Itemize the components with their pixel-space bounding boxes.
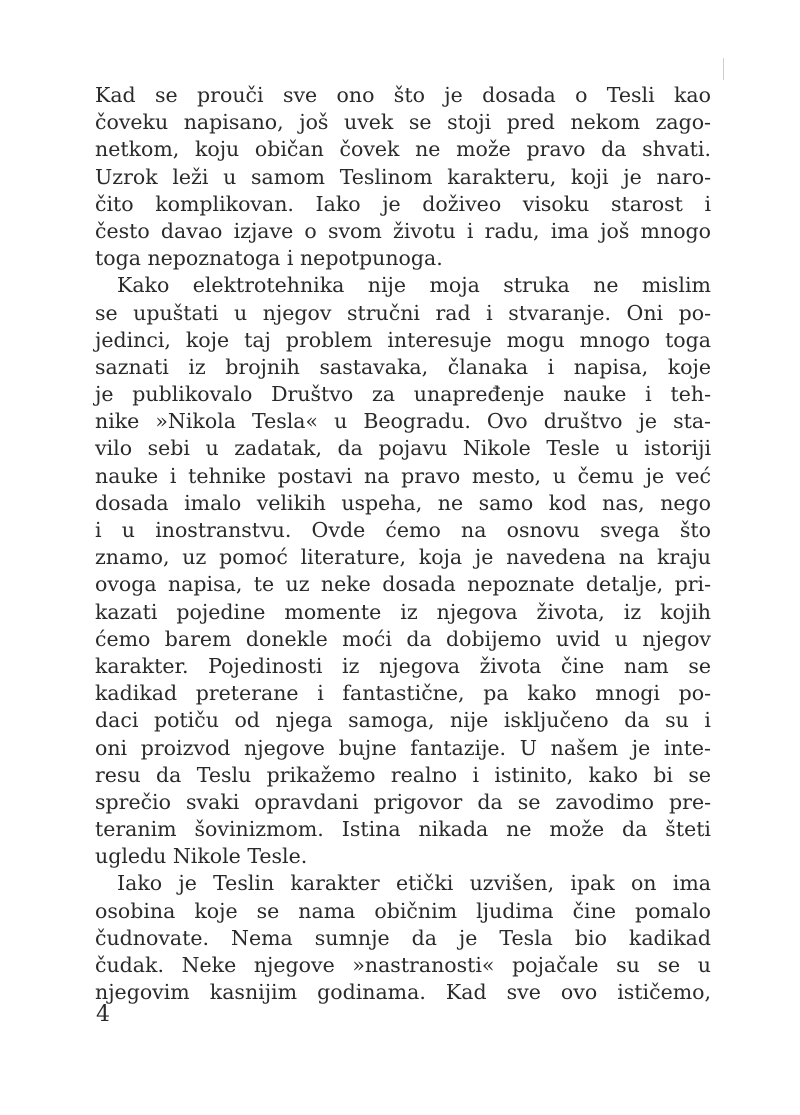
text-line: čito komplikovan. Iako je doživeo visoku starost i <box>95 191 711 216</box>
text-line: kazati pojedine momente iz njegova života, iz kojih <box>95 599 711 624</box>
text-line: daci potiču od njega samoga, nije isključeno da su i <box>95 708 711 733</box>
text-line: jedinci, koje taj problem interesuje mogu mnogo toga <box>95 327 711 352</box>
text-line: Kad se prouči sve ono što je dosada o Tesli kao <box>95 83 711 107</box>
text-line: toga nepoznatoga i nepotpunoga. <box>95 246 443 271</box>
page-number: 4 <box>96 1002 110 1027</box>
text-line: često davao izjave o svom životu i radu, ima još mnogo <box>95 218 711 243</box>
text-line: ugledu Nikole Tesle. <box>95 844 308 869</box>
text-line: čoveku napisano, još uvek se stoji pred nekom zago- <box>95 110 711 135</box>
text-line: karakter. Pojedinosti iz njegova života čine nam se <box>95 653 711 678</box>
text-line: njegovim kasnijim godinama. Kad sve ovo ističemo, <box>95 980 711 1005</box>
text-line: resu da Teslu prikažemo realno i istinito, kako bi se <box>95 762 711 787</box>
text-line: znamo, uz pomoć literature, koja je navedena na kraju <box>95 545 711 570</box>
text-line: se upuštati u njegov stručni rad i stvaranje. Oni po- <box>95 300 711 325</box>
text-line: vilo sebi u zadatak, da pojavu Nikole Tesle u istoriji <box>95 436 711 461</box>
text-line: ćemo barem donekle moći da dobijemo uvid u njegov <box>95 626 711 651</box>
text-line: netkom, koju običan čovek ne može pravo da shvati. <box>95 137 711 162</box>
body-text <box>95 82 711 1006</box>
scan-edge-mark <box>723 58 724 80</box>
text-line: osobina koje se nama običnim ljudima čine pomalo <box>95 898 711 923</box>
text-line: kadikad preterane i fantastične, pa kako mnogi po- <box>95 681 711 706</box>
text-line: Uzrok leži u samom Teslinom karakteru, koji je naro- <box>95 164 711 189</box>
text-line: teranim šovinizmom. Istina nikada ne može da šteti <box>95 817 711 842</box>
text-line: saznati iz brojnih sastavaka, članaka i napisa, koje <box>95 354 711 379</box>
text-line: nauke i tehnike postavi na pravo mesto, u čemu je već <box>95 463 711 488</box>
text-line: ovoga napisa, te uz neke dosada nepoznate detalje, pri- <box>95 572 711 597</box>
text-line: čudak. Neke njegove »nastranosti« pojačale su se u <box>95 953 711 977</box>
text-line: i u inostranstvu. Ovde ćemo na osnovu svega što <box>95 518 711 542</box>
text-line: oni proizvod njegove bujne fantazije. U našem je inte- <box>95 735 711 760</box>
text-line: Kako elektrotehnika nije moja struka ne mislim <box>117 273 711 298</box>
text-line: čudnovate. Nema sumnje da je Tesla bio kadikad <box>95 925 711 950</box>
text-line: sprečio svaki opravdani prigovor da se zavodimo pre- <box>95 789 711 814</box>
text-line: Iako je Teslin karakter etički uzvišen, ipak on ima <box>117 871 711 896</box>
text-line: dosada imalo velikih uspeha, ne samo kod nas, nego <box>95 490 711 515</box>
text-line: je publikovalo Društvo za unapređenje nauke i teh- <box>95 382 711 407</box>
text-line: nike »Nikola Tesla« u Beogradu. Ovo društvo je sta- <box>95 409 711 434</box>
